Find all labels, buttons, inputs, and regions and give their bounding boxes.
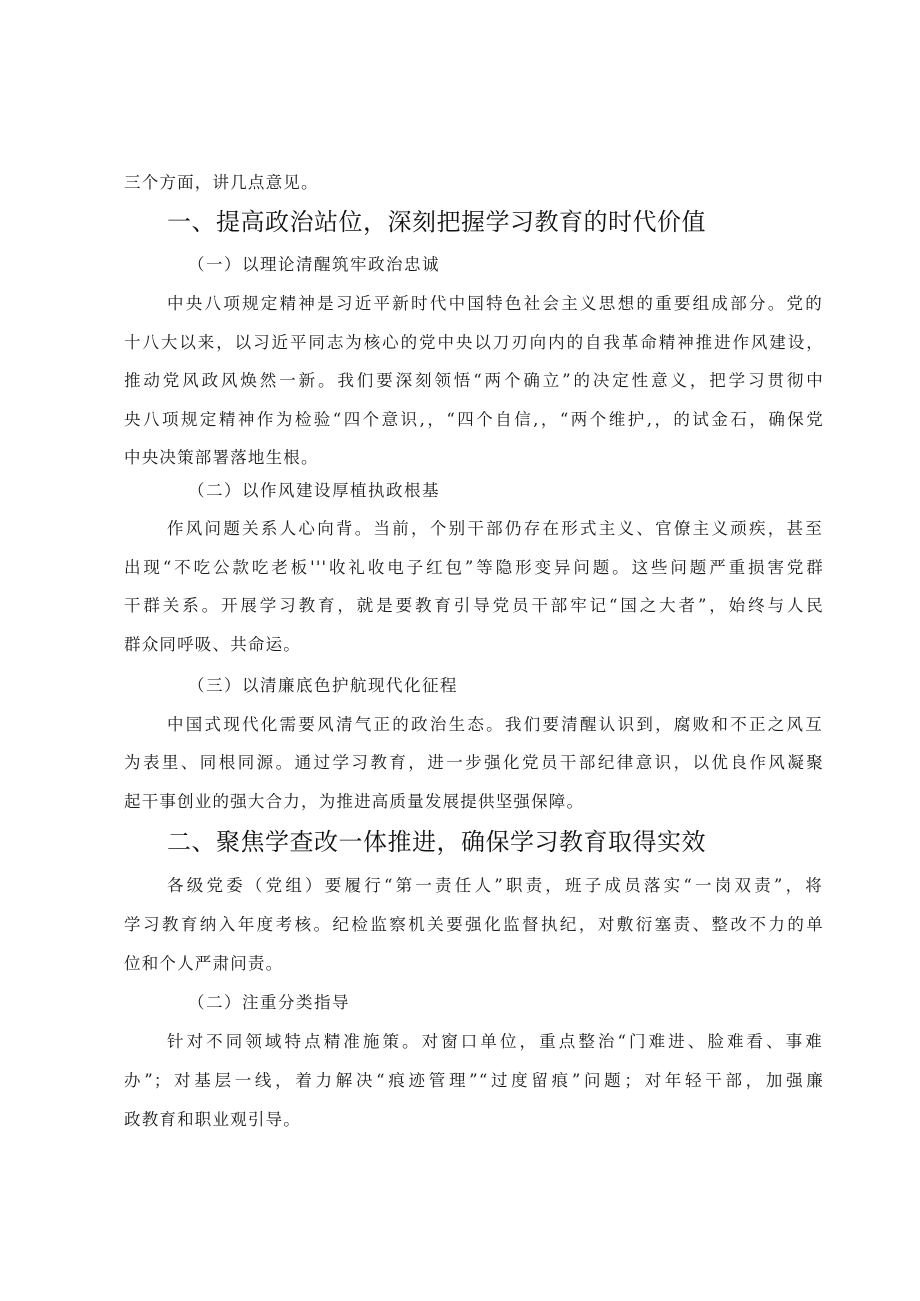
paragraph-line: 起干事创业的强大合力，为推进高质量发展提供坚强保障。 xyxy=(124,792,585,811)
intro-text: 三个方面，讲几点意见。 xyxy=(124,173,319,192)
section-1-sub-2-title: （二）以作风建设厚植执政根基 xyxy=(188,481,440,500)
section-1-heading: 一、提高政治站位，深刻把握学习教育的时代价值 xyxy=(167,208,706,236)
paragraph-line: 十八大以来，以习近平同志为核心的党中央以刀刃向内的自我革命精神推进作风建设， xyxy=(124,333,824,352)
paragraph-line: 群众同呼吸、共命运。 xyxy=(124,635,301,654)
paragraph-line: 干群关系。开展学习教育，就是要教育引导党员干部牢记“国之大者”，始终与人民 xyxy=(124,596,824,615)
paragraph-line: 位和个人严肃问责。 xyxy=(124,954,284,973)
paragraph-line: 中央决策部署落地生根。 xyxy=(124,448,319,467)
paragraph-line: 出现“不吃公款吃老板'''收礼收电子红包”等隐形变异问题。这些问题严重损害党群 xyxy=(124,558,824,577)
paragraph-line: 央八项规定精神作为检验“四个意识,，“四个自信,，“两个维护,，的试金石，确保党 xyxy=(124,410,824,429)
section-1-sub-1-title: （一）以理论清醒筑牢政治忠诚 xyxy=(188,255,440,274)
paragraph-line: 各级党委（党组）要履行“第一责任人”职责，班子成员落实“一岗双责”，将 xyxy=(167,876,823,895)
paragraph-line: 为表里、同根同源。通过学习教育，进一步强化党员干部纪律意识，以优良作风凝聚 xyxy=(124,753,824,772)
paragraph-line: 中央八项规定精神是习近平新时代中国特色社会主义思想的重要组成部分。党的 xyxy=(167,294,823,313)
section-1-sub-3-title: （三）以清廉底色护航现代化征程 xyxy=(188,676,458,695)
section-2-heading: 二、聚焦学查改一体推进，确保学习教育取得实效 xyxy=(167,828,706,856)
paragraph-line: 学习教育纳入年度考核。纪检监察机关要强化监督执纪，对敷衍塞责、整改不力的单 xyxy=(124,915,824,934)
paragraph-line: 针对不同领域特点精准施策。对窗口单位，重点整治“门难进、脸难看、事难 xyxy=(167,1032,823,1051)
paragraph-line: 办”；对基层一线，着力解决“痕迹管理”“过度留痕”问题；对年轻干部，加强廉 xyxy=(124,1071,824,1090)
paragraph-line: 推动党风政风焕然一新。我们要深刻领悟“两个确立”的决定性意义，把学习贯彻中 xyxy=(124,371,824,390)
paragraph-line: 政教育和职业观引导。 xyxy=(124,1110,301,1129)
section-2-sub-2-title: （二）注重分类指导 xyxy=(188,993,350,1012)
paragraph-line: 中国式现代化需要风清气正的政治生态。我们要清醒认识到，腐败和不正之风互 xyxy=(167,715,823,734)
paragraph-line: 作风问题关系人心向背。当前，个别干部仍存在形式主义、官僚主义顽疾，甚至 xyxy=(167,519,823,538)
